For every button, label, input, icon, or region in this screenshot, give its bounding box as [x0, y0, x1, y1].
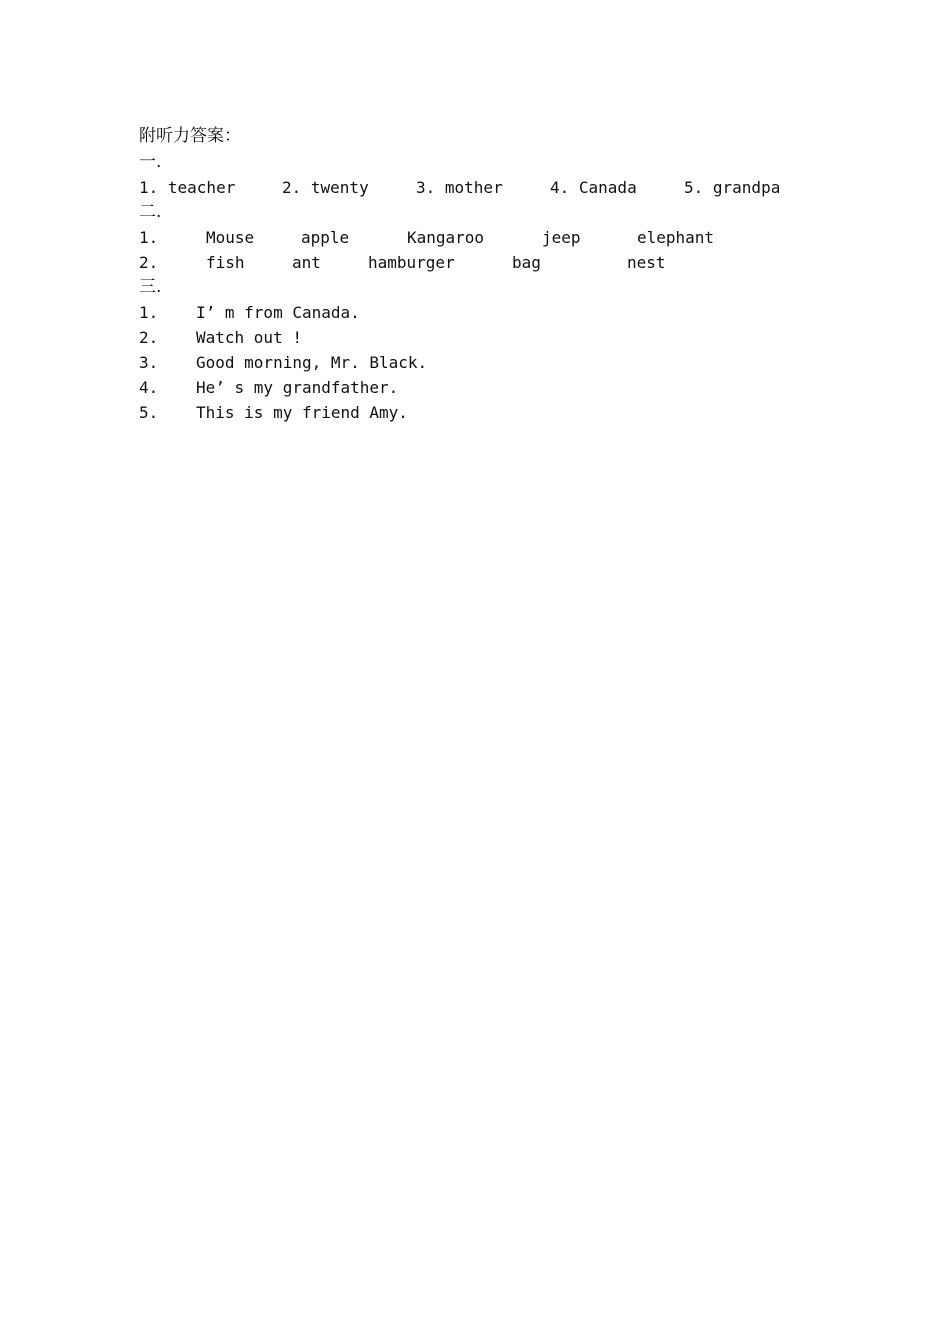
section2-row1-word-1: Mouse: [206, 228, 255, 247]
section3-item-2-text: Watch out !: [196, 328, 302, 347]
section2-row2-number: 2.: [139, 253, 159, 272]
section1-answers: [0, 175, 950, 200]
section3-item-4: [0, 375, 950, 400]
section1-heading: 一.: [139, 152, 162, 172]
section2-row2-word-3: hamburger: [368, 253, 455, 272]
document-title: 附听力答案：: [139, 126, 241, 146]
section2-row-1: [0, 225, 950, 250]
section2-row2-word-4: bag: [512, 253, 541, 272]
section1-answer-1: 1. teacher: [139, 178, 236, 197]
section2-row2-word-2: ant: [292, 253, 321, 272]
section3-item-4-text: He’ s my grandfather.: [196, 378, 399, 397]
section3-item-5: [0, 400, 950, 425]
section3-item-2-number: 2.: [139, 328, 159, 347]
section2-row2-word-1: fish: [206, 253, 245, 272]
section2-row2-word-5: nest: [627, 253, 666, 272]
section3-heading: 三.: [139, 277, 162, 297]
section3-item-5-number: 5.: [139, 403, 159, 422]
section2-row1-word-5: elephant: [637, 228, 715, 247]
section3-item-3-number: 3.: [139, 353, 159, 372]
section2-row1-word-4: jeep: [542, 228, 581, 247]
section2-row1-word-3: Kangaroo: [407, 228, 485, 247]
section3-item-1: [0, 300, 950, 325]
section1-heading-line: [0, 150, 950, 175]
section2-heading: 二.: [139, 202, 162, 222]
section2-row1-number: 1.: [139, 228, 159, 247]
section3-item-1-number: 1.: [139, 303, 159, 322]
document-title-line: [0, 124, 950, 149]
section2-row1-word-2: apple: [301, 228, 350, 247]
section1-answer-2: 2. twenty: [282, 178, 369, 197]
section2-heading-line: [0, 200, 950, 225]
section3-item-3: [0, 350, 950, 375]
section1-answer-5: 5. grandpa: [684, 178, 781, 197]
section1-answer-4: 4. Canada: [550, 178, 637, 197]
section3-item-4-number: 4.: [139, 378, 159, 397]
section3-heading-line: [0, 275, 950, 300]
section3-item-1-text: I’ m from Canada.: [196, 303, 360, 322]
section2-row-2: [0, 250, 950, 275]
section1-answer-3: 3. mother: [416, 178, 503, 197]
section3-item-5-text: This is my friend Amy.: [196, 403, 408, 422]
section3-item-3-text: Good morning, Mr. Black.: [196, 353, 428, 372]
section3-item-2: [0, 325, 950, 350]
